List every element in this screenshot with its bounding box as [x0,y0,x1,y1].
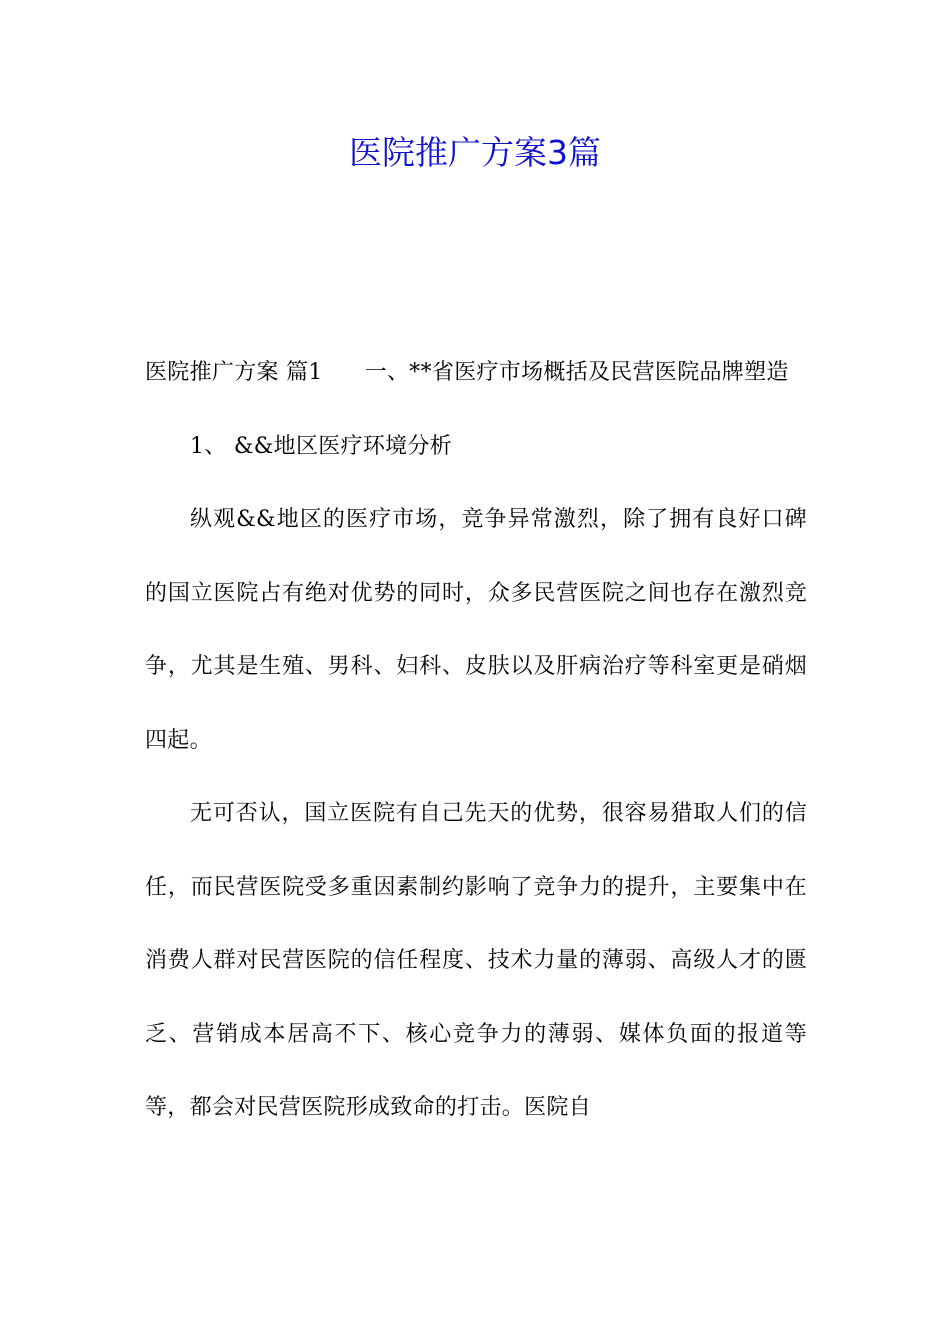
paragraph-2: 无可否认，国立医院有自己先天的优势，很容易猎取人们的信任，而民营医院受多重因素制约影响了竞争力的提升，主要集中在消费人群对民营医院的信任程度、技术力量的薄弱、高级人才的匮乏、营销成本居高不下、核心竞争力的薄弱、媒体负面的报道等等，都会对民营医院形成致命的打击。医院自 [145,801,807,1120]
section-title: 1、 &&地区医疗环境分析 [190,433,453,459]
heading-label: 医院推广方案 篇1 [145,360,323,385]
heading-text: 一、**省医疗市场概括及民营医院品牌塑造 [364,360,789,385]
paragraph-1: 纵观&&地区的医疗市场，竞争异常激烈，除了拥有良好口碑的国立医院占有绝对优势的同时，众多民营医院之间也存在激烈竞争，尤其是生殖、男科、妇科、皮肤以及肝病治疗等科室更是硝烟四起。 [145,507,807,753]
document-body [145,336,807,1145]
document-title: 医院推广方案3篇 [349,133,601,172]
heading-paragraph [145,336,807,410]
